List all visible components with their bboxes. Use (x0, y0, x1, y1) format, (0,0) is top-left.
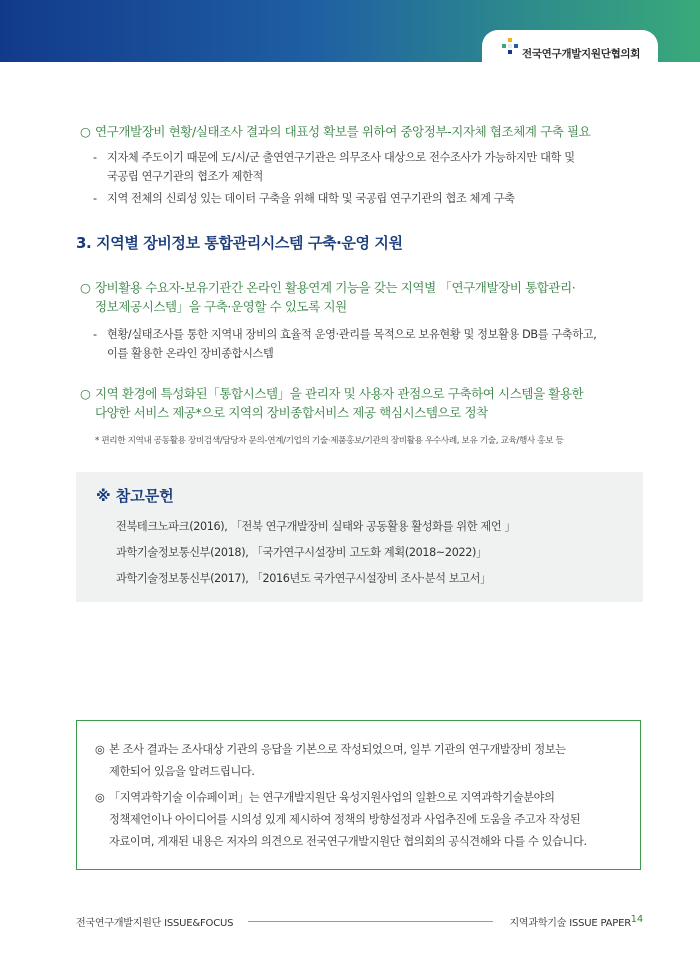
org-logo-icon (500, 37, 520, 57)
bullet-integrated-system (80, 278, 640, 316)
dash-text-line1: 지자체 주도이기 때문에 도/시/군 출연연구기관은 의무조사 대상으로 전수조사가 가능하지만 대학 및 (107, 151, 575, 164)
circle-bullet-icon: ○ (80, 386, 91, 401)
notice-box (76, 720, 641, 870)
dash-bullet-icon: - (93, 192, 97, 205)
bullet-text-line2: 다양한 서비스 제공*으로 지역의 장비종합서비스 제공 핵심시스템으로 정착 (95, 405, 488, 420)
bullet-representativeness (80, 122, 640, 141)
footer-right-title: 지역과학기술 ISSUE PAPER (509, 918, 631, 929)
footnote: * 편리한 지역내 공동활용 장비검색/담당자 문의-연계/기업의 기술·제품홍보/기관의 장비활용 우수사례, 보유 기술, 교육/행사 홍보 등 (95, 436, 564, 446)
dash-text-line2: 국공립 연구기관의 협조가 제한적 (107, 170, 264, 183)
notice-text-line3: 자료이며, 게재된 내용은 저자의 의견으로 전국연구개발지원단 협의회의 공식견해와 다를 수 있습니다. (109, 835, 587, 848)
page-number: 14 (630, 914, 643, 925)
double-circle-icon: ◎ (95, 743, 105, 756)
references-title: ※ 참고문헌 (96, 487, 174, 505)
reference-item: 전북테크노파크(2016), 「전북 연구개발장비 실태와 공동활용 활성화를 위한 제언 」 (116, 520, 516, 533)
double-circle-icon: ◎ (95, 791, 105, 804)
bullet-text: 연구개발장비 현황/실태조사 결과의 대표성 확보를 위하여 중앙정부-지자체 협조체계 구축 필요 (95, 124, 591, 139)
notice-item-disclaimer (95, 787, 625, 853)
dash-text-line1: 현황/실태조사를 통한 지역내 장비의 효율적 운영·관리를 목적으로 보유현황 및 정보활용 DB를 구축하고, (107, 328, 597, 341)
dash-bullet-icon: - (93, 328, 97, 341)
section-title: 3. 지역별 장비정보 통합관리시스템 구축·운영 지원 (76, 234, 403, 252)
dash-bullet-icon: - (93, 151, 97, 164)
notice-item-survey (95, 739, 625, 783)
footer-left-title: 전국연구개발지원단 ISSUE&FOCUS (76, 918, 234, 929)
bullet-text-line1: 장비활용 수요자-보유기관간 온라인 활용연계 기능을 갖는 지역별 「연구개발장비 통합관리· (95, 280, 576, 295)
page-footer (76, 912, 643, 930)
circle-bullet-icon: ○ (80, 280, 91, 295)
reference-item: 과학기술정보통신부(2017), 「2016년도 국가연구시설장비 조사·분석 보고서」 (116, 572, 491, 585)
bullet-text-line1: 지역 환경에 특성화된「통합시스템」을 관리자 및 사용자 관점으로 구축하여 시스템을 활용한 (95, 386, 584, 401)
notice-text-line2: 정책제언이나 아이디어를 시의성 있게 제시하여 정책의 방향설정과 사업추진에 도움을 주고자 작성된 (109, 813, 581, 826)
org-tab (482, 30, 658, 64)
dash-item-data-reliability (93, 189, 643, 208)
circle-bullet-icon: ○ (80, 124, 91, 139)
notice-text-line1: 「지역과학기술 이슈페이퍼」는 연구개발지원단 육성지원사업의 일환으로 지역과학기술분야의 (109, 791, 555, 804)
reference-item: 과학기술정보통신부(2018), 「국가연구시설장비 고도화 계획(2018~2022)」 (116, 546, 487, 559)
dash-item-local-gov (93, 148, 643, 186)
dash-item-db-build (93, 325, 643, 363)
references-box (76, 472, 643, 602)
notice-text-line2: 제한되어 있음을 알려드립니다. (109, 765, 255, 778)
dash-text-line2: 이를 활용한 온라인 장비종합시스템 (107, 347, 274, 360)
org-name: 전국연구개발지원단협의회 (522, 48, 641, 60)
dash-text: 지역 전체의 신뢰성 있는 데이터 구축을 위해 대학 및 국공립 연구기관의 협조 체계 구축 (107, 192, 515, 205)
bullet-text-line2: 정보제공시스템」을 구축·운영할 수 있도록 지원 (95, 299, 347, 314)
footer-divider (248, 921, 493, 922)
notice-text-line1: 본 조사 결과는 조사대상 기관의 응답을 기본으로 작성되었으며, 일부 기관의 연구개발장비 정보는 (109, 743, 566, 756)
bullet-specialized-system (80, 384, 646, 422)
